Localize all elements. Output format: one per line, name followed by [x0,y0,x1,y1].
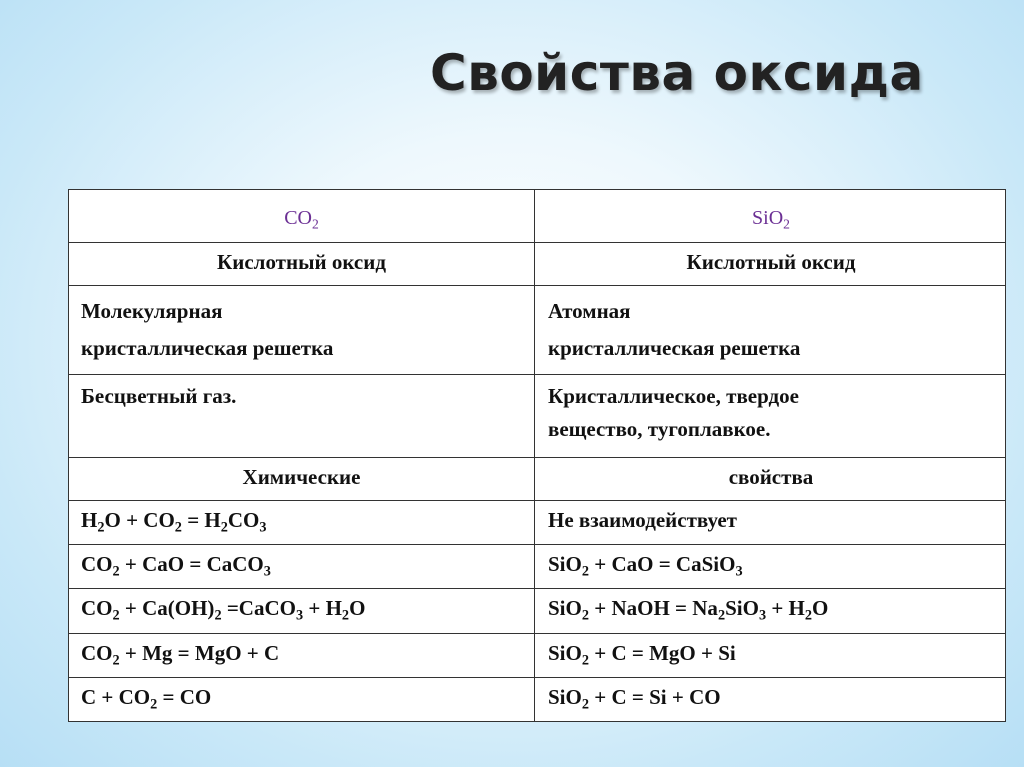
sio2-reaction [536,588,1006,633]
reaction-row [69,677,1005,723]
sio2-reaction [536,500,1006,544]
sio2-lattice: Атомная кристаллическая решетка [548,299,801,360]
subscript: 3 [295,607,304,624]
co2-reaction [69,633,534,677]
formula-text: =CaCO [221,596,296,620]
header-row [69,190,1005,243]
formula-text: SiO [725,596,759,620]
sio2-reaction [536,544,1006,588]
formula-text: O [349,596,366,620]
header-co2: $CO_2$ [284,207,319,232]
subscript: 2 [214,607,222,624]
formula-text: + C = Si + CO [589,685,721,709]
lattice-row [69,285,1005,375]
subscript: 3 [259,519,267,536]
formula-text: O [812,596,829,620]
subscript: 3 [735,563,743,580]
reaction-row [69,500,1005,545]
chem-label-left: Химические [242,465,361,489]
formula-text: = CO [157,685,212,709]
formula-text: CO [81,641,113,665]
co2-reaction [69,544,534,588]
co2-oxide-type: Кислотный оксид [217,250,386,274]
subscript: 2 [341,607,350,624]
properties-table [68,189,1006,722]
subscript: 3 [758,607,767,624]
chemical-properties-row [69,457,1005,501]
subscript: 2 [174,519,182,536]
subscript: 2 [150,696,158,713]
subscript: 2 [581,696,589,713]
sio2-reaction [536,633,1006,677]
formula-text: C + CO [81,685,151,709]
formula-text: + C = MgO + Si [589,641,736,665]
subscript: 2 [112,652,120,669]
reaction-row [69,633,1005,678]
formula-text: O + CO [104,508,175,532]
formula-text: CO [227,508,260,532]
formula-text: CO [81,552,113,576]
sio2-state: Кристаллическое, твердое вещество, тугоплавкое. [548,384,799,441]
subscript: 2 [220,519,228,536]
formula-text: SiO [548,641,582,665]
reaction-row [69,588,1005,634]
subscript: 2 [717,607,726,624]
co2-reaction [69,500,534,544]
subscript: 2 [97,519,105,536]
sio2-reaction [536,677,1006,723]
formula-text: + NaOH = Na [589,596,718,620]
subscript: 2 [112,607,120,624]
oxide-type-row [69,242,1005,286]
reaction-row [69,544,1005,589]
formula-text: + CaO = CaCO [119,552,264,576]
co2-state: Бесцветный газ. [81,384,237,408]
formula-text: CO [81,596,113,620]
formula-text: + Ca(OH) [119,596,215,620]
formula-text: + H [766,596,805,620]
subscript: 2 [581,563,589,580]
subscript: 2 [581,607,589,624]
formula-text: SiO [548,685,582,709]
formula-text: + Mg = MgO + C [119,641,280,665]
formula-text: SiO [548,552,582,576]
formula-text: + H [303,596,342,620]
subscript: 3 [263,563,271,580]
formula-text: = H [181,508,221,532]
co2-reaction [69,677,534,723]
formula-text: + CaO = CaSiO [589,552,736,576]
chem-label-right: свойства [728,465,814,489]
subscript: 2 [804,607,813,624]
co2-lattice: Молекулярная кристаллическая решетка [81,299,334,360]
physical-state-row [69,374,1005,458]
co2-reaction [69,588,534,633]
subscript: 2 [581,652,589,669]
header-sio2: SiO$_2$ [752,207,790,232]
subscript: 2 [112,563,120,580]
slide-title: Свойства оксида [430,44,924,102]
formula-text: Не взаимодействует [548,508,737,532]
sio2-oxide-type: Кислотный оксид [686,250,856,274]
formula-text: H [81,508,98,532]
formula-text: SiO [548,596,582,620]
